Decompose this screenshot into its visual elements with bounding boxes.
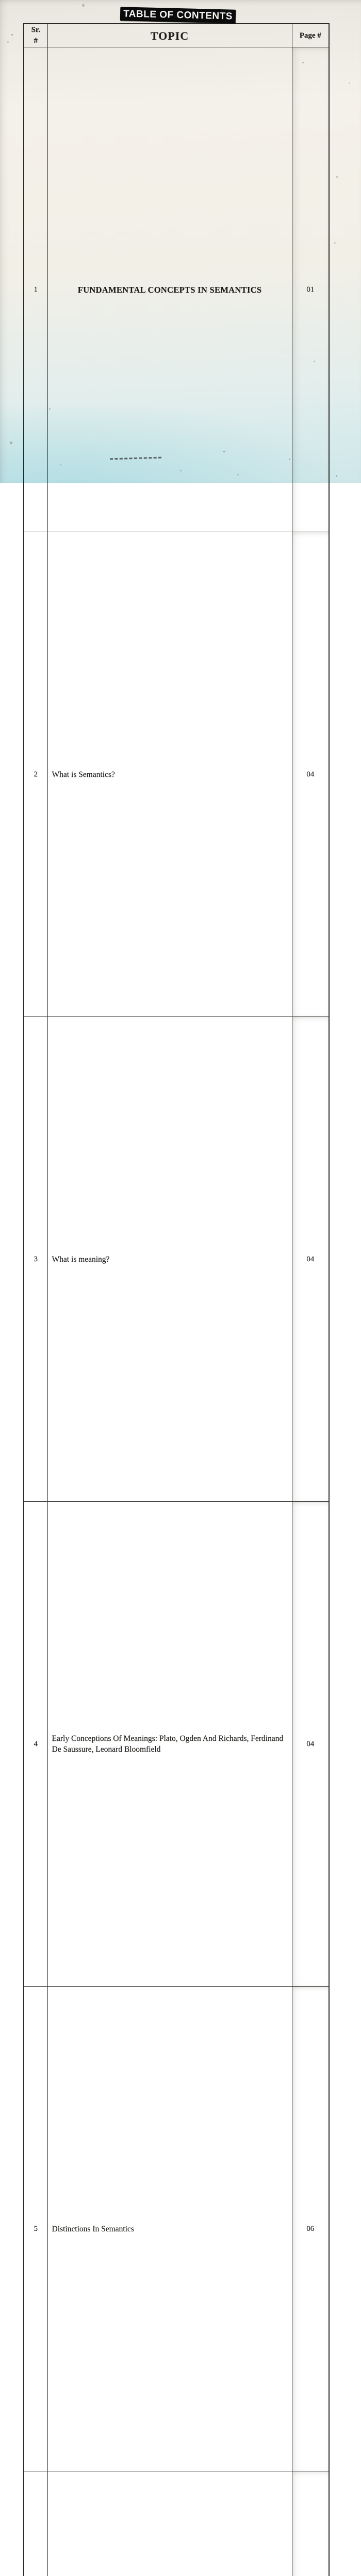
table-row xyxy=(24,532,329,1017)
column-header-serial: Sr. # xyxy=(24,24,47,47)
row-serial: 2 xyxy=(24,532,47,1017)
row-serial: 1 xyxy=(24,47,47,532)
row-serial xyxy=(24,2471,47,2576)
table-row xyxy=(24,1502,329,1987)
toc-table-header xyxy=(24,24,329,47)
row-topic: FUNDAMENTAL CONCEPTS IN SEMANTICS xyxy=(47,47,292,532)
row-page: 06 xyxy=(292,1987,329,2471)
row-page: 04 xyxy=(292,1017,329,1502)
toc-table xyxy=(23,23,330,2576)
table-row xyxy=(24,2471,329,2576)
row-page: 04 xyxy=(292,532,329,1017)
row-page: 01 xyxy=(292,47,329,532)
column-header-page: Page # xyxy=(292,24,329,47)
row-topic: Early Conceptions Of Meanings: Plato, Ogden And Richards, Ferdinand De Saussure, Leonard Bloomfield xyxy=(47,1502,292,1987)
row-serial: 3 xyxy=(24,1017,47,1502)
paper-specks xyxy=(0,0,2,2)
row-topic: What is meaning? xyxy=(47,1017,292,1502)
row-serial: 5 xyxy=(24,1987,47,2471)
toc-table-body xyxy=(24,47,329,2576)
row-topic: Distinctions In Semantics xyxy=(47,1987,292,2471)
table-row xyxy=(24,47,329,532)
page-title: TABLE OF CONTENTS xyxy=(120,7,236,23)
row-serial: 4 xyxy=(24,1502,47,1987)
row-topic xyxy=(47,2471,292,2576)
table-row xyxy=(24,1987,329,2471)
table-row xyxy=(24,1017,329,1502)
row-page: 04 xyxy=(292,1502,329,1987)
scanned-page xyxy=(0,0,361,483)
row-page xyxy=(292,2471,329,2576)
row-topic: What is Semantics? xyxy=(47,532,292,1017)
column-header-topic: TOPIC xyxy=(47,24,292,47)
